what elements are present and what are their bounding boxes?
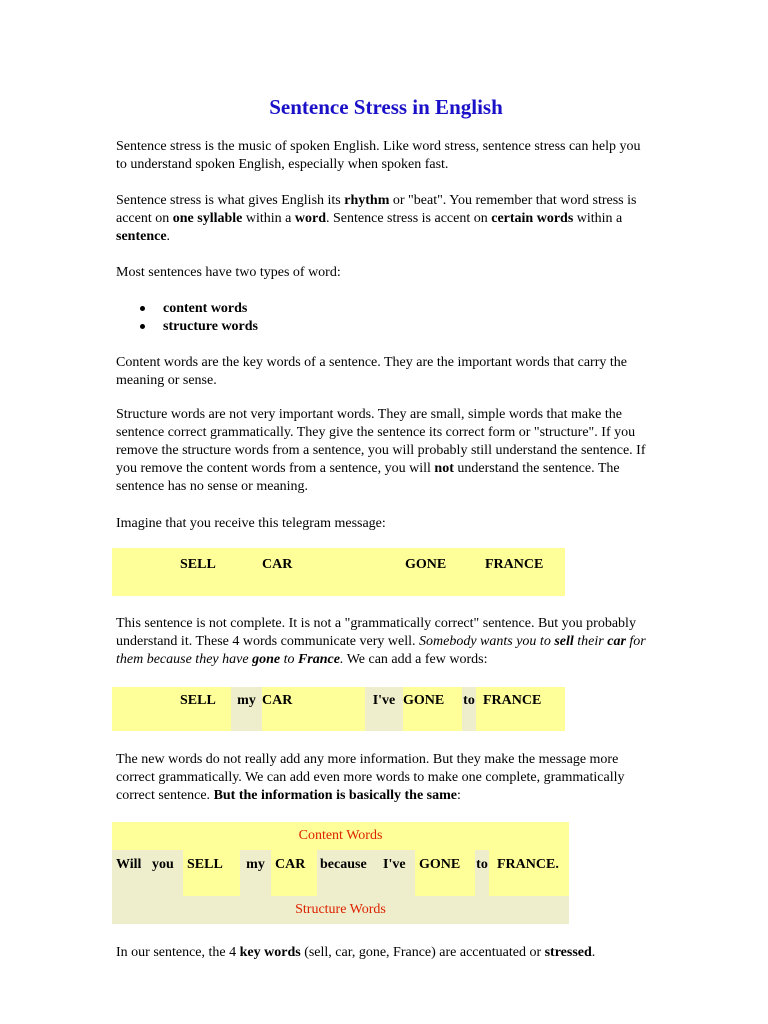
table-cell: SELL	[180, 548, 262, 596]
expanded-telegram-table	[112, 687, 565, 731]
intro-paragraph: Sentence stress is the music of spoken English. Like word stress, sentence stress can help you to understand spoken English, especially when spoken fast.	[116, 139, 641, 172]
table-cell: GONE	[405, 548, 485, 596]
list-item: structure words	[116, 318, 258, 336]
rhythm-paragraph: Sentence stress is what gives English its rhythm or "beat". You remember that word stress is accent on one syllable within a word. Sentence stress is accent on certain words within a sentence.	[116, 193, 637, 244]
structure-words-paragraph: Structure words are not very important words. They are small, simple words that make the sentence correct grammatically. They give the sentence its correct form or "structure". If you remove the structure words from a sentence, you will probably still understand the sentence. If you remove the content words from a sentence, you will not understand the sentence. The sentence has no sense or meaning.	[116, 407, 646, 494]
table-cell: FRANCE.	[489, 850, 569, 896]
table-cell: Will	[112, 850, 152, 896]
telegram-intro-paragraph: Imagine that you receive this telegram message:	[116, 516, 386, 531]
new-words-paragraph: The new words do not really add any more information. But they make the message more correct grammatically. We can add even more words to make one complete, grammatically correct sentence. But the information is basically the same:	[116, 752, 625, 803]
table-cell: GONE	[415, 850, 475, 896]
word-types-list	[116, 300, 258, 336]
table-cell: CAR	[271, 850, 317, 896]
page-title: Sentence Stress in English	[269, 95, 503, 119]
table-cell: my	[231, 687, 262, 731]
content-words-label: Content Words	[112, 822, 569, 850]
table-cell: my	[240, 850, 271, 896]
table-cell: I've	[365, 687, 403, 731]
table-cell: SELL	[180, 687, 231, 731]
table-cell: to	[462, 687, 476, 731]
word-types-paragraph: Most sentences have two types of word:	[116, 265, 341, 280]
telegram-explanation-paragraph: This sentence is not complete. It is not a "grammatically correct" sentence. But you probably understand it. These 4 words communicate very well. Somebody wants you to sell their car for them because they have gone to France. We can add a few words:	[116, 616, 646, 667]
table-cell: SELL	[183, 850, 240, 896]
table-cell: FRANCE	[476, 687, 565, 731]
full-sentence-table	[112, 822, 569, 924]
list-item: content words	[116, 300, 258, 318]
table-cell: to	[475, 850, 489, 896]
telegram-table	[112, 548, 565, 596]
table-cell: because	[317, 850, 381, 896]
content-words-paragraph: Content words are the key words of a sentence. They are the important words that carry the meaning or sense.	[116, 355, 627, 388]
table-cell: CAR	[262, 687, 365, 731]
table-cell: GONE	[403, 687, 462, 731]
table-cell: FRANCE	[485, 548, 565, 596]
structure-words-label: Structure Words	[112, 896, 569, 924]
table-cell: you	[152, 850, 183, 896]
table-cell: I've	[381, 850, 415, 896]
key-words-paragraph: In our sentence, the 4 key words (sell, car, gone, France) are accentuated or stressed.	[116, 945, 596, 960]
table-cell: CAR	[262, 548, 405, 596]
